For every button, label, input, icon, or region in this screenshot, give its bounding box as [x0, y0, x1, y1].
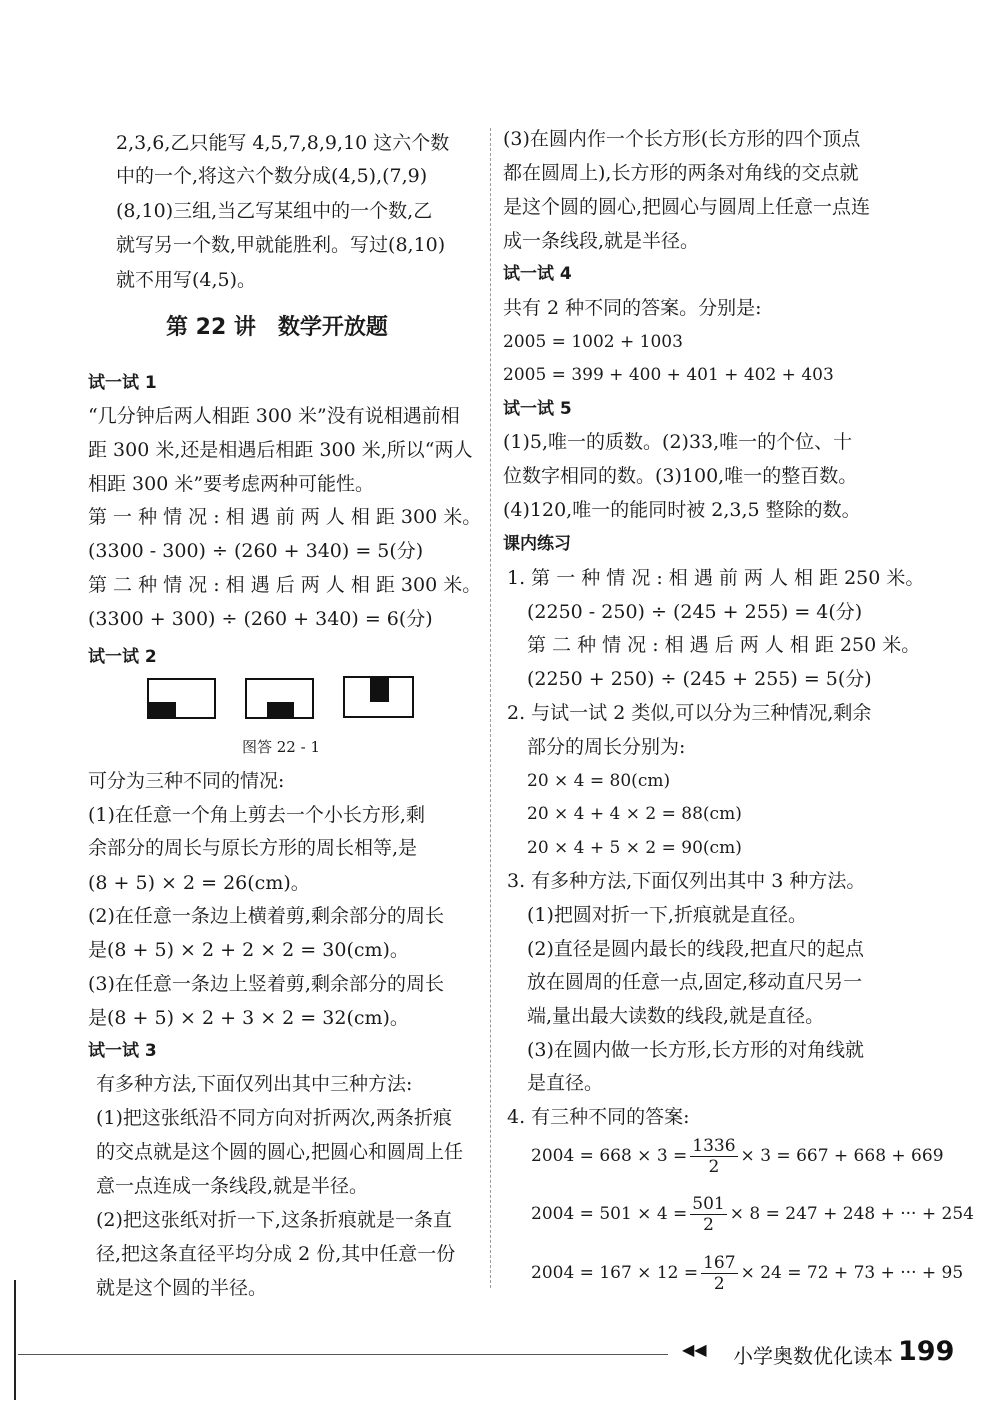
denominator: 2	[708, 1157, 720, 1177]
text-line: (2)直径是圆内最长的线段,把直尺的起点	[527, 938, 864, 960]
fraction-equation-3	[531, 1253, 963, 1294]
cut-edge-block-vertical	[370, 676, 389, 702]
figure-rectangle-1	[147, 678, 216, 719]
figure-caption: 图答 22 - 1	[242, 738, 321, 756]
cut-edge-block-horizontal	[267, 702, 294, 719]
double-arrow-left-icon: ◀◀	[682, 1340, 707, 1359]
text-line: 部分的周长分别为:	[527, 736, 686, 758]
section-heading-try2: 试一试 2	[88, 647, 157, 667]
text-line: 2,3,6,乙只能写 4,5,7,8,9,10 这六个数	[116, 132, 450, 154]
equation-line: (8 + 5) × 2 = 26(cm)。	[88, 872, 310, 894]
text-line: 共有 2 种不同的答案。分别是:	[503, 297, 762, 319]
text-line: 是直径。	[527, 1072, 604, 1094]
page-edge-mark	[14, 1280, 16, 1400]
equation-left: 2004 = 501 × 4 =	[531, 1204, 688, 1224]
practice-item: 3. 有多种方法,下面仅列出其中 3 种方法。	[507, 870, 866, 892]
text-line: 第 二 种 情 况 : 相 遇 后 两 人 相 距 300 米。	[88, 574, 482, 596]
text-line: 余部分的周长与原长方形的周长相等,是	[88, 837, 418, 859]
equation-left: 2004 = 167 × 12 =	[531, 1263, 699, 1283]
page-number: 199	[898, 1336, 955, 1367]
equation-line: (2250 - 250) ÷ (245 + 255) = 4(分)	[527, 601, 863, 623]
text-line: 第 二 种 情 况 : 相 遇 后 两 人 相 距 250 米。	[527, 634, 921, 656]
text-line: 是这个圆的圆心,把圆心与圆周上任意一点连	[503, 196, 871, 218]
text-line: (3)在圆内做一长方形,长方形的对角线就	[527, 1039, 864, 1061]
text-line: 就写另一个数,甲就能胜利。写过(8,10)	[116, 234, 446, 256]
figure-rectangle-3	[343, 676, 414, 718]
fraction-equation-1	[531, 1136, 944, 1177]
text-line: 第 一 种 情 况 : 相 遇 前 两 人 相 距 300 米。	[88, 506, 482, 528]
section-heading-try5: 试一试 5	[503, 399, 572, 419]
text-line: 的交点就是这个圆的圆心,把圆心和圆周上任	[96, 1141, 464, 1163]
equation-line: 20 × 4 + 4 × 2 = 88(cm)	[527, 804, 742, 824]
equation-line: 是(8 + 5) × 2 + 3 × 2 = 32(cm)。	[88, 1007, 409, 1029]
denominator: 2	[713, 1274, 725, 1294]
text-line: (1)在任意一个角上剪去一个小长方形,剩	[88, 804, 425, 826]
numerator: 501	[692, 1194, 725, 1214]
equation-right: × 24 = 72 + 73 + ··· + 95	[740, 1263, 964, 1283]
equation-left: 2004 = 668 × 3 =	[531, 1146, 688, 1166]
text-line: (8,10)三组,当乙写某组中的一个数,乙	[116, 200, 433, 222]
practice-item: 4. 有三种不同的答案:	[507, 1106, 690, 1128]
equation-line: 20 × 4 + 5 × 2 = 90(cm)	[527, 838, 742, 858]
equation-line: 是(8 + 5) × 2 + 2 × 2 = 30(cm)。	[88, 939, 409, 961]
lecture-title: 第 22 讲 数学开放题	[166, 315, 388, 340]
equation-right: × 3 = 667 + 668 + 669	[740, 1146, 944, 1166]
text-line: (3)在圆内作一个长方形(长方形的四个顶点	[503, 128, 861, 150]
figure-rectangle-2	[245, 678, 314, 719]
text-line: 端,量出最大读数的线段,就是直径。	[527, 1005, 825, 1027]
fraction	[690, 1136, 737, 1177]
text-line: 相距 300 米”要考虑两种可能性。	[88, 473, 375, 495]
text-line: 可分为三种不同的情况:	[88, 770, 285, 792]
text-line: 就不用写(4,5)。	[116, 269, 257, 291]
footer-rule	[18, 1354, 668, 1355]
text-line: 就是这个圆的半径。	[96, 1277, 268, 1299]
text-line: “几分钟后两人相距 300 米”没有说相遇前相	[88, 405, 460, 427]
practice-item: 2. 与试一试 2 类似,可以分为三种情况,剩余	[507, 702, 872, 724]
text-line: 位数字相同的数。(3)100,唯一的整百数。	[503, 465, 858, 487]
equation-line: 20 × 4 = 80(cm)	[527, 771, 671, 791]
text-line: (4)120,唯一的能同时被 2,3,5 整除的数。	[503, 499, 861, 521]
fraction-equation-2	[531, 1194, 974, 1235]
text-line: (2)把这张纸对折一下,这条折痕就是一条直	[96, 1209, 452, 1231]
text-line: 都在圆周上),长方形的两条对角线的交点就	[503, 162, 859, 184]
equation-line: (3300 - 300) ÷ (260 + 340) = 5(分)	[88, 540, 424, 562]
denominator: 2	[703, 1215, 714, 1235]
section-heading-try4: 试一试 4	[503, 264, 572, 284]
book-title: 小学奥数优化读本	[733, 1344, 893, 1368]
fraction	[701, 1253, 737, 1294]
section-heading-try1: 试一试 1	[88, 373, 157, 393]
text-line: (2)在任意一条边上横着剪,剩余部分的周长	[88, 905, 444, 927]
text-line: 有多种方法,下面仅列出其中三种方法:	[96, 1073, 413, 1095]
numerator: 167	[703, 1253, 736, 1273]
section-heading-practice: 课内练习	[503, 534, 571, 554]
equation-line: (2250 + 250) ÷ (245 + 255) = 5(分)	[527, 668, 872, 690]
equation-line: (3300 + 300) ÷ (260 + 340) = 6(分)	[88, 608, 433, 630]
text-line: (1)把这张纸沿不同方向对折两次,两条折痕	[96, 1107, 452, 1129]
text-line: 中的一个,将这六个数分成(4,5),(7,9)	[116, 165, 428, 187]
numerator: 1336	[692, 1136, 736, 1156]
text-line: (3)在任意一条边上竖着剪,剩余部分的周长	[88, 973, 444, 995]
text-line: 意一点连成一条线段,就是半径。	[96, 1175, 369, 1197]
equation-right: × 8 = 247 + 248 + ··· + 254	[729, 1204, 974, 1224]
practice-item: 1. 第 一 种 情 况 : 相 遇 前 两 人 相 距 250 米。	[507, 567, 925, 589]
text-line: 成一条线段,就是半径。	[503, 230, 700, 252]
equation-line: 2005 = 1002 + 1003	[503, 332, 683, 352]
text-line: 放在圆周的任意一点,固定,移动直尺另一	[527, 971, 863, 993]
text-line: (1)把圆对折一下,折痕就是直径。	[527, 904, 807, 926]
fraction	[690, 1194, 726, 1235]
column-divider	[490, 128, 491, 1288]
section-heading-try3: 试一试 3	[88, 1041, 157, 1061]
text-line: 距 300 米,还是相遇后相距 300 米,所以“两人	[88, 439, 473, 461]
text-line: (1)5,唯一的质数。(2)33,唯一的个位、十	[503, 431, 853, 453]
cut-corner-block	[147, 702, 176, 719]
text-line: 径,把这条直径平均分成 2 份,其中任意一份	[96, 1243, 456, 1265]
equation-line: 2005 = 399 + 400 + 401 + 402 + 403	[503, 365, 834, 385]
